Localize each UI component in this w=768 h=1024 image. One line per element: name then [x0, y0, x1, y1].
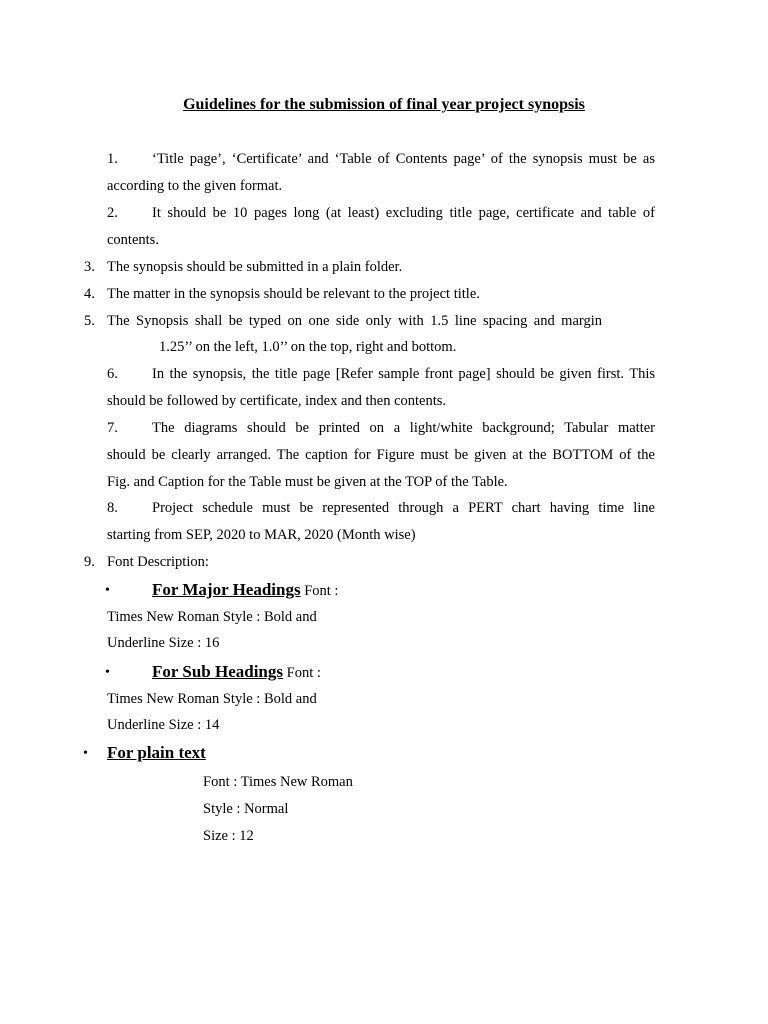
list-item-5-line-2: 1.25’’ on the left, 1.0’’ on the top, right and bottom. — [159, 339, 457, 355]
list-item-8-line-2: starting from SEP, 2020 to MAR, 2020 (Month wise) — [107, 527, 416, 543]
major-headings-line: For Major Headings Font : — [152, 580, 339, 599]
bullet-icon: • — [83, 746, 88, 761]
list-item-1-line-1: 1. ‘Title page’, ‘Certificate’ and ‘Table of Contents page’ of the synopsis must be as — [107, 151, 655, 167]
list-item-7-line-2: should be clearly arranged. The caption for Figure must be given at the BOTTOM of the — [107, 447, 655, 463]
list-item-5-line-1: The Synopsis shall be typed on one side only with 1.5 line spacing and margin — [107, 313, 602, 329]
list-item-8-line-1: 8. Project schedule must be represented through a PERT chart having time line — [107, 500, 655, 516]
bullet-icon: • — [105, 583, 110, 598]
plain-text-size: Size : 12 — [203, 828, 254, 844]
sub-headings-style: Times New Roman Style : Bold and — [107, 691, 317, 707]
list-number: 6. — [107, 366, 118, 382]
sub-headings-label: For Sub Headings — [152, 662, 284, 681]
list-number: 7. — [107, 420, 118, 436]
list-item-3: The synopsis should be submitted in a plain folder. — [107, 259, 403, 275]
list-number: 8. — [107, 500, 118, 516]
list-item-1-line-2: according to the given format. — [107, 178, 283, 194]
list-number: 1. — [107, 151, 118, 167]
major-headings-style: Times New Roman Style : Bold and — [107, 609, 317, 625]
major-headings-label: For Major Headings — [152, 580, 301, 599]
plain-text-style: Style : Normal — [203, 801, 289, 817]
list-number: 9. — [84, 554, 95, 570]
major-headings-size: Underline Size : 16 — [107, 635, 220, 651]
list-item-9: Font Description: — [107, 554, 209, 570]
list-number: 5. — [84, 313, 95, 329]
list-item-2-line-1: 2. It should be 10 pages long (at least) excluding title page, certificate and table of — [107, 205, 655, 221]
list-item-6-line-1: 6. In the synopsis, the title page [Refer sample front page] should be given first. This — [107, 366, 655, 382]
list-number: 2. — [107, 205, 118, 221]
list-item-6-line-2: should be followed by certificate, index and then contents. — [107, 393, 447, 409]
list-number: 3. — [84, 259, 95, 275]
list-item-7-line-1: 7. The diagrams should be printed on a light/white background; Tabular matter — [107, 420, 655, 436]
list-item-4: The matter in the synopsis should be relevant to the project title. — [107, 286, 480, 302]
plain-text-heading: For plain text — [107, 743, 206, 762]
bullet-icon: • — [105, 665, 110, 680]
list-item-7-line-3: Fig. and Caption for the Table must be given at the TOP of the Table. — [107, 474, 508, 490]
list-number: 4. — [84, 286, 95, 302]
sub-headings-line: For Sub Headings Font : — [152, 662, 321, 681]
plain-text-font: Font : Times New Roman — [203, 774, 353, 790]
list-item-2-line-2: contents. — [107, 232, 159, 248]
sub-headings-size: Underline Size : 14 — [107, 717, 220, 733]
document-title: Guidelines for the submission of final year project synopsis — [183, 96, 585, 113]
